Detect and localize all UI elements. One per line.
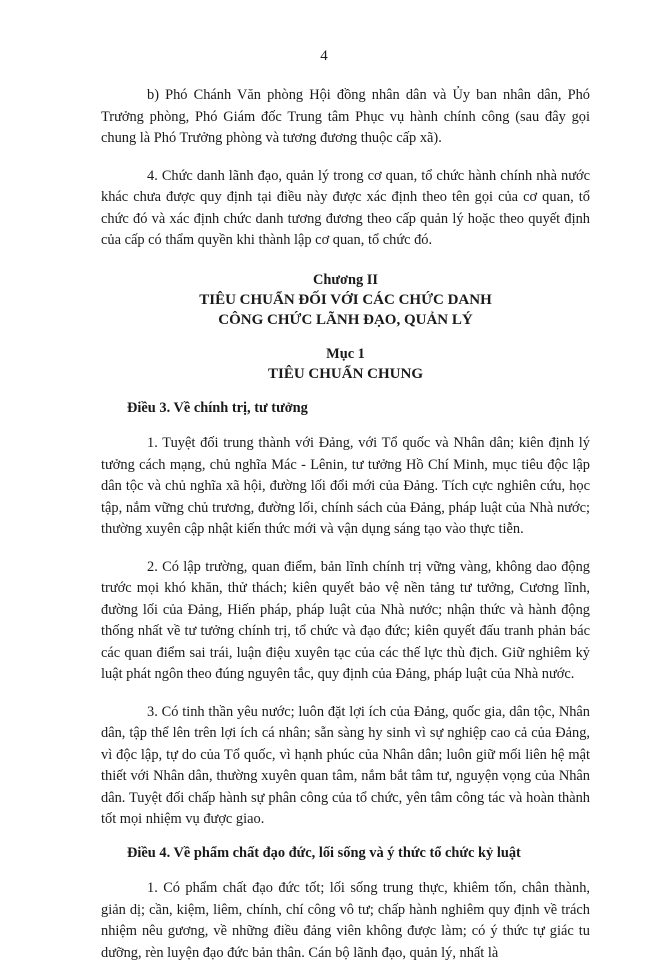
document-body: [101, 85, 590, 980]
paragraph: 1. Tuyệt đối trung thành với Đảng, với Tổ quốc và Nhân dân; kiên định lý tưởng cách mạng, chủ nghĩa Mác - Lênin, tư tưởng Hồ Chí Minh, mục tiêu độc lập dân tộc và chủ nghĩa xã hội, đường lối đổi mới của Đảng. Tích cực nghiên cứu, học tập, nắm vững chủ trương, đường lối, chính sách của Đảng, pháp luật của Nhà nước; thường xuyên cập nhật kiến thức mới và vận dụng sáng tạo vào thực tiễn.: [101, 435, 590, 537]
section-title: TIÊU CHUẨN CHUNG: [267, 365, 423, 382]
chapter-label: Chương II: [313, 271, 378, 288]
chapter-title-line1: TIÊU CHUẨN ĐỐI VỚI CÁC CHỨC DANH: [199, 291, 492, 308]
section-heading: [101, 344, 590, 384]
paragraph: 2. Có lập trường, quan điểm, bản lĩnh chính trị vững vàng, không dao động trước mọi khó khăn, thử thách; kiên quyết bảo vệ nền tảng tư tưởng, Cương lĩnh, đường lối của Đảng, Hiến pháp, pháp luật của Nhà nước; nhận thức và hành động thống nhất về tư tưởng chính trị, tổ chức và đạo đức; kiên quyết đấu tranh phản bác các quan điểm sai trái, luận điệu xuyên tạc của các thế lực thù địch. Giữ nghiêm kỷ luật phát ngôn theo đúng nguyên tắc, quy định của Đảng, pháp luật của Nhà nước.: [101, 558, 590, 682]
paragraph: 1. Có phẩm chất đạo đức tốt; lối sống trung thực, khiêm tốn, chân thành, giản dị; cần, kiệm, liêm, chính, chí công vô tư; chấp hành nghiêm quy định về trách nhiệm nêu gương, về những điều đảng viên không được làm; có ý thức tự giác tu dưỡng, rèn luyện đạo đức bản thân. Cán bộ lãnh đạo, quản lý, nhất là: [101, 880, 590, 961]
chapter-heading: [101, 270, 590, 330]
page-number: 4: [320, 48, 328, 64]
article-3-heading: Điều 3. Về chính trị, tư tưởng: [127, 399, 308, 416]
section-label: Mục 1: [326, 345, 365, 362]
chapter-title-line2: CÔNG CHỨC LÃNH ĐẠO, QUẢN LÝ: [218, 311, 473, 328]
paragraph: 3. Có tinh thần yêu nước; luôn đặt lợi ích của Đảng, quốc gia, dân tộc, Nhân dân, tập thể lên trên lợi ích cá nhân; sẵn sàng hy sinh vì sự nghiệp cao cả của Đảng, vì độc lập, tự do của Tổ quốc, vì hạnh phúc của Nhân dân; luôn giữ mối liên hệ mật thiết với Nhân dân, thường xuyên quan tâm, nắm bắt tâm tư, nguyện vọng của Nhân dân. Tuyệt đối chấp hành sự phân công của tổ chức, yên tâm công tác và hoàn thành tốt mọi nhiệm vụ được giao.: [101, 703, 590, 827]
article-4-heading: Điều 4. Về phẩm chất đạo đức, lối sống và ý thức tổ chức kỷ luật: [127, 844, 521, 861]
paragraph: b) Phó Chánh Văn phòng Hội đồng nhân dân và Ủy ban nhân dân, Phó Trưởng phòng, Phó Giám đốc Trung tâm Phục vụ hành chính công (sau đây gọi chung là Phó Trưởng phòng và tương đương thuộc cấp xã).: [101, 87, 590, 146]
paragraph: 4. Chức danh lãnh đạo, quản lý trong cơ quan, tổ chức hành chính nhà nước khác chưa được quy định tại điều này được xác định theo tên gọi của cơ quan, tổ chức đó và xác định chức danh tương đương theo cấp quản lý hoặc theo quyết định của cấp có thẩm quyền khi thành lập cơ quan, tổ chức đó.: [101, 167, 590, 248]
